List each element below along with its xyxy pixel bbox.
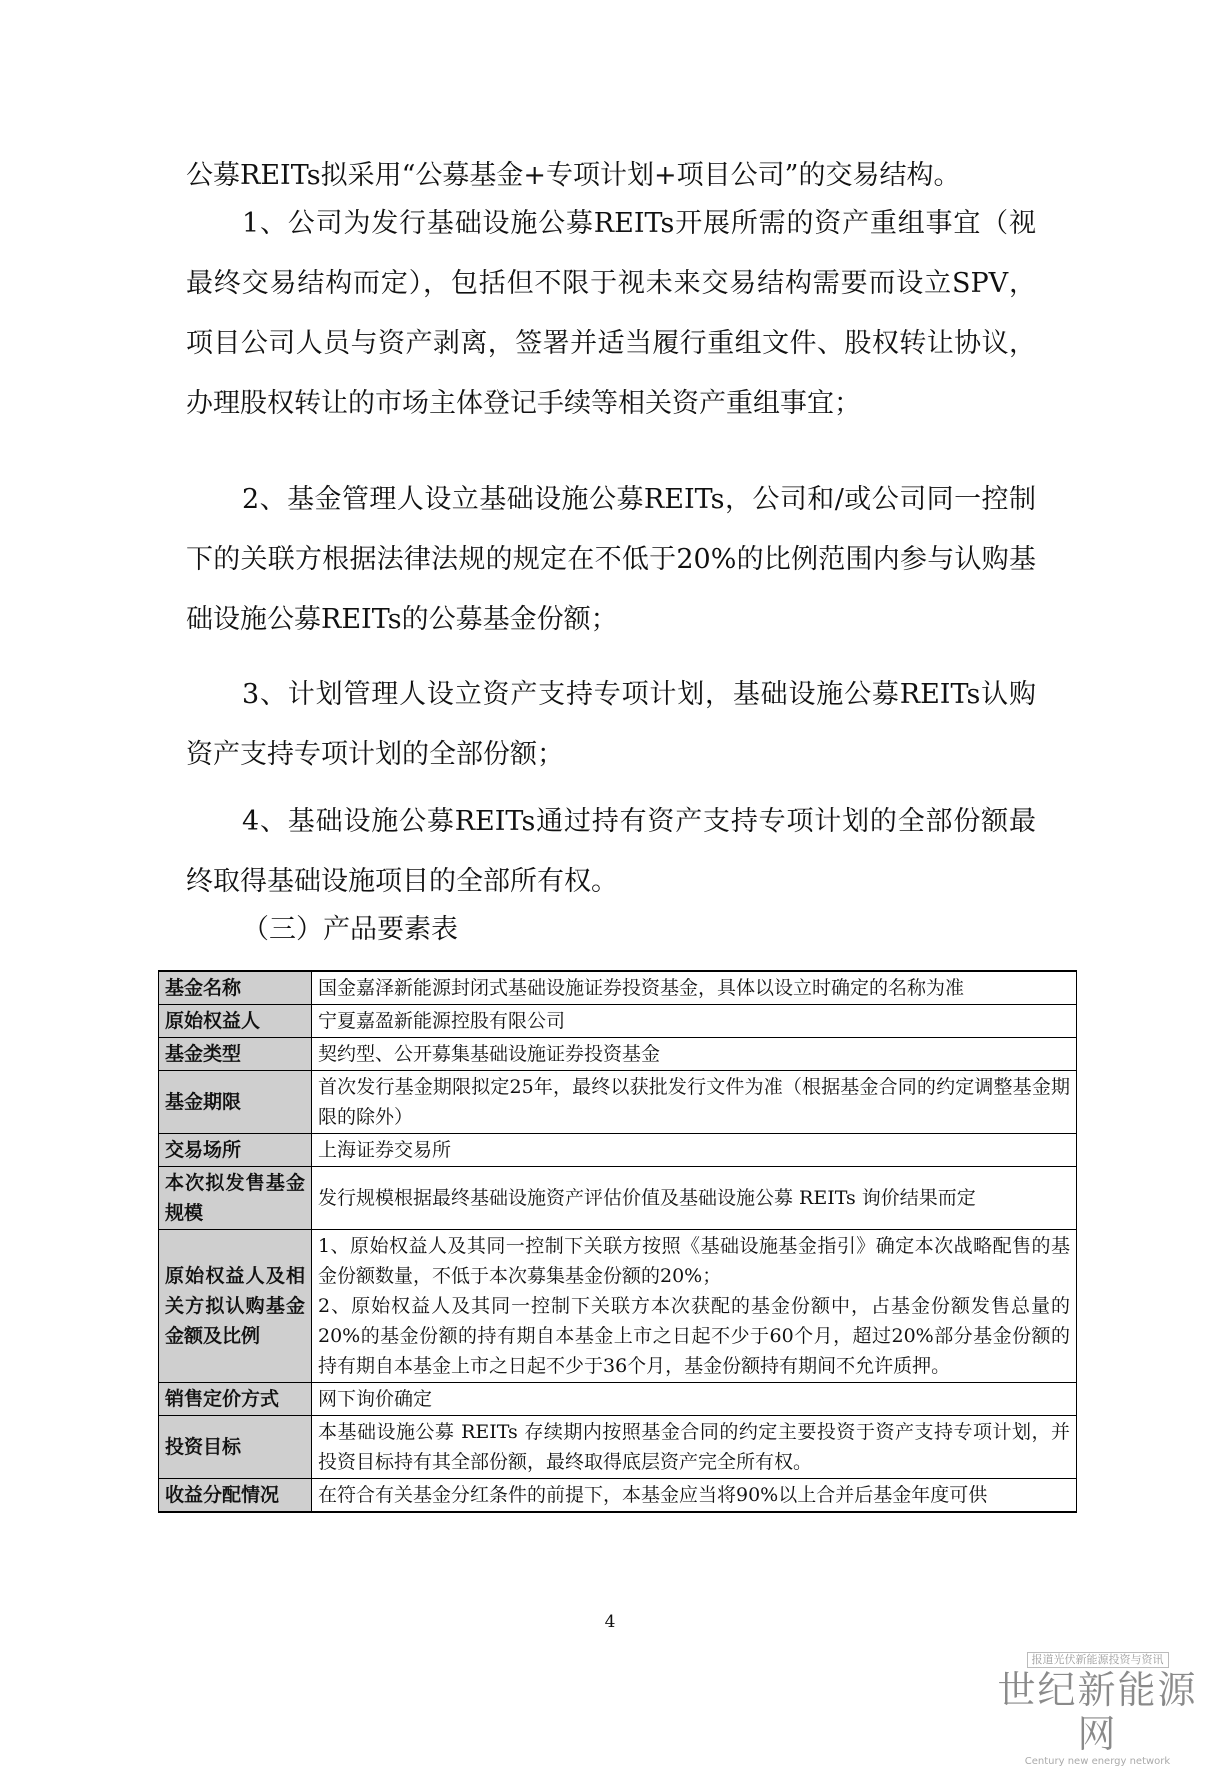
paragraph-item-4: 4、基础设施公募REITs通过持有资产支持专项计划的全部份额最终取得基础设施项目的全部所有权。: [186, 806, 1036, 897]
row-label: 销售定价方式: [159, 1383, 312, 1416]
table-row: [159, 1071, 1077, 1134]
table-row: [159, 1230, 1077, 1383]
row-label: 原始权益人: [159, 1005, 312, 1038]
section-title: （三）产品要素表: [242, 914, 458, 945]
site-watermark: [985, 1648, 1210, 1768]
row-label: 基金期限: [159, 1071, 312, 1134]
table-row: [159, 1038, 1077, 1071]
row-value: 在符合有关基金分红条件的前提下，本基金应当将90%以上合并后基金年度可供: [312, 1479, 1077, 1513]
table-row: [159, 1134, 1077, 1167]
row-value-part-2: 2、原始权益人及其同一控制下关联方本次获配的基金份额中，占基金份额发售总量的20%的基金份额的持有期自本基金上市之日起不少于60个月，超过20%部分基金份额的持有期自本基金上市之日起不少于36个月，基金份额持有期间不允许质押。: [318, 1295, 1070, 1377]
table-row: [159, 971, 1077, 1005]
row-value: 国金嘉泽新能源封闭式基础设施证券投资基金，具体以设立时确定的名称为准: [312, 971, 1077, 1005]
product-elements-table: [158, 970, 1077, 1513]
row-label: 基金名称: [159, 971, 312, 1005]
watermark-tagline: 报道光伏新能源投资与资讯: [1027, 1652, 1169, 1668]
watermark-english: Century new energy network: [1024, 1756, 1171, 1767]
paragraph-item-1: 1、公司为发行基础设施公募REITs开展所需的资产重组事宜（视最终交易结构而定），包括但不限于视未来交易结构需要而设立SPV，项目公司人员与资产剥离，签署并适当履行重组文件、股权转让协议，办理股权转让的市场主体登记手续等相关资产重组事宜；: [186, 208, 1036, 419]
row-value: [312, 1230, 1077, 1383]
row-value: 上海证券交易所: [312, 1134, 1077, 1167]
table-row: [159, 1416, 1077, 1479]
row-label: 本次拟发售基金规模: [159, 1167, 312, 1230]
row-label: 基金类型: [159, 1038, 312, 1071]
table-row: [159, 1005, 1077, 1038]
watermark-logo-text: 世纪新能源网: [997, 1668, 1198, 1756]
row-value: 本基础设施公募 REITs 存续期内按照基金合同的约定主要投资于资产支持专项计划，并投资目标持有其全部份额，最终取得底层资产完全所有权。: [312, 1416, 1077, 1479]
row-label: 交易场所: [159, 1134, 312, 1167]
row-value: 首次发行基金期限拟定25年，最终以获批发行文件为准（根据基金合同的约定调整基金期限的除外）: [312, 1071, 1077, 1134]
row-label: 原始权益人及相关方拟认购基金金额及比例: [159, 1230, 312, 1383]
table-row: [159, 1167, 1077, 1230]
row-value: 网下询价确定: [312, 1383, 1077, 1416]
table-row: [159, 1479, 1077, 1513]
table-row: [159, 1383, 1077, 1416]
row-value-part-1: 1、原始权益人及其同一控制下关联方按照《基础设施基金指引》确定本次战略配售的基金份额数量，不低于本次募集基金份额的20%；: [318, 1235, 1070, 1287]
row-label: 投资目标: [159, 1416, 312, 1479]
paragraph-item-3: 3、计划管理人设立资产支持专项计划，基础设施公募REITs认购资产支持专项计划的全部份额；: [186, 679, 1036, 770]
paragraph-structure: 公募REITs拟采用“公募基金+专项计划+项目公司”的交易结构。: [186, 160, 961, 191]
paragraph-item-2: 2、基金管理人设立基础设施公募REITs，公司和/或公司同一控制下的关联方根据法律法规的规定在不低于20%的比例范围内参与认购基础设施公募REITs的公募基金份额；: [186, 484, 1036, 635]
row-value: 发行规模根据最终基础设施资产评估价值及基础设施公募 REITs 询价结果而定: [312, 1167, 1077, 1230]
row-value: 宁夏嘉盈新能源控股有限公司: [312, 1005, 1077, 1038]
row-value: 契约型、公开募集基础设施证券投资基金: [312, 1038, 1077, 1071]
page-number: 4: [604, 1612, 616, 1632]
row-label: 收益分配情况: [159, 1479, 312, 1513]
